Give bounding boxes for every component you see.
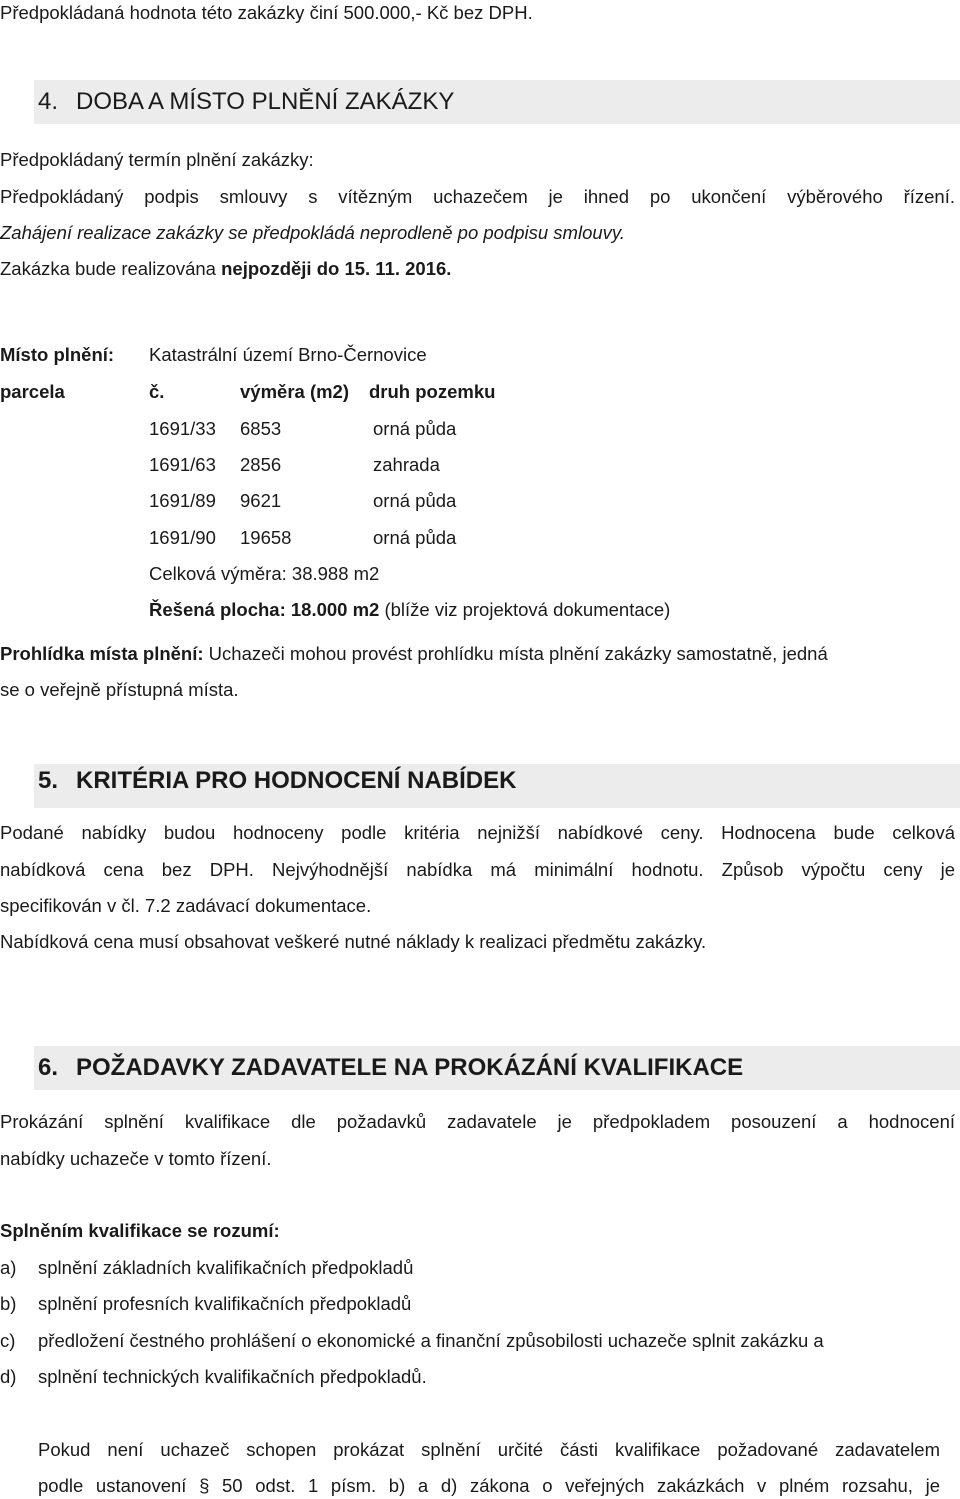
table-row-area: 9621	[240, 490, 282, 511]
section6-number: 6.	[38, 1054, 59, 1081]
deadline-text	[0, 258, 451, 280]
inspection-line-2: se o veřejně přístupná místa.	[0, 679, 239, 700]
table-row-type: orná půda	[373, 418, 457, 439]
place-label: Místo plnění:	[0, 344, 115, 365]
section5-line: Nabídková cena musí obsahovat veškeré nutné náklady k realizaci předmětu zakázky.	[0, 931, 707, 952]
list-item: předložení čestného prohlášení o ekonomické a finanční způsobilosti uchazeče splnit zakázku a	[38, 1330, 824, 1351]
section5-line: specifikován v čl. 7.2 zadávací dokumentace.	[0, 895, 372, 916]
start-text: Zahájení realizace zakázky se předpokládá neprodleně po podpisu smlouvy.	[0, 222, 625, 243]
table-row-area: 19658	[240, 527, 292, 548]
list-item: splnění profesních kvalifikačních předpokladů	[38, 1293, 412, 1314]
closing-line-2: podle ustanovení § 50 odst. 1 písm. b) a d) zákona o veřejných zakázkách v plném rozsahu, je	[38, 1475, 940, 1496]
table-row-parcel: 1691/89	[149, 490, 216, 511]
section5-heading	[38, 767, 516, 795]
inspection-line-1	[0, 643, 828, 665]
list-item-marker: a)	[0, 1257, 17, 1278]
table-row-type: orná půda	[373, 490, 457, 511]
section4-heading	[38, 88, 454, 116]
place-value: Katastrální území Brno-Černovice	[149, 344, 427, 365]
table-row-parcel: 1691/63	[149, 454, 216, 475]
section5-title: KRITÉRIA PRO HODNOCENÍ NABÍDEK	[76, 767, 517, 794]
table-row-parcel: 1691/90	[149, 527, 216, 548]
qualification-label: Splněním kvalifikace se rozumí:	[0, 1220, 280, 1241]
section6-title: POŽADAVKY ZADAVATELE NA PROKÁZÁNÍ KVALIFIKACE	[76, 1054, 744, 1081]
table-header-number: č.	[149, 381, 165, 402]
inspection-label: Prohlídka místa plnění:	[0, 643, 204, 664]
list-item-marker: d)	[0, 1366, 17, 1387]
list-item-marker: b)	[0, 1293, 17, 1314]
section6-line: Prokázání splnění kvalifikace dle požadavků zadavatele je předpokladem posouzení a hodnocení	[0, 1111, 955, 1132]
solved-area-value: Řešená plocha: 18.000 m2	[149, 599, 380, 620]
total-area: Celková výměra: 38.988 m2	[149, 563, 380, 584]
solved-area-note: (blíže viz projektová dokumentace)	[379, 599, 671, 620]
inspection-text: Uchazeči mohou provést prohlídku místa plnění zakázky samostatně, jedná	[203, 643, 828, 664]
section4-number: 4.	[38, 88, 59, 115]
section5-line: Podané nabídky budou hodnoceny podle kritéria nejnižší nabídkové ceny. Hodnocena bude celková	[0, 822, 955, 843]
section6-line: nabídky uchazeče v tomto řízení.	[0, 1148, 272, 1169]
table-header-parcel: parcela	[0, 381, 65, 402]
intro-text: Předpokládaná hodnota této zakázky činí 500.000,- Kč bez DPH.	[0, 2, 533, 23]
list-item: splnění základních kvalifikačních předpokladů	[38, 1257, 414, 1278]
table-header-type: druh pozemku	[369, 381, 496, 402]
closing-line-1: Pokud není uchazeč schopen prokázat splnění určité části kvalifikace požadované zadavatelem	[38, 1439, 940, 1460]
section5-number: 5.	[38, 767, 59, 794]
list-item: splnění technických kvalifikačních předpokladů.	[38, 1366, 427, 1387]
section5-line: nabídková cena bez DPH. Nejvýhodnější nabídka má minimální hodnotu. Způsob výpočtu ceny je	[0, 859, 955, 880]
table-row-parcel: 1691/33	[149, 418, 216, 439]
list-item-marker: c)	[0, 1330, 16, 1351]
table-row-area: 6853	[240, 418, 282, 439]
table-row-type: orná půda	[373, 527, 457, 548]
table-header-area: výměra (m2)	[240, 381, 350, 402]
section6-heading	[38, 1054, 743, 1082]
solved-area	[149, 599, 670, 621]
term-label: Předpokládaný termín plnění zakázky:	[0, 149, 314, 170]
deadline-date: nejpozději do 15. 11. 2016.	[221, 258, 452, 279]
sign-text: Předpokládaný podpis smlouvy s vítězným uchazečem je ihned po ukončení výběrového řízení.	[0, 186, 955, 207]
table-row-type: zahrada	[373, 454, 440, 475]
table-row-area: 2856	[240, 454, 282, 475]
section4-title: DOBA A MÍSTO PLNĚNÍ ZAKÁZKY	[76, 88, 455, 115]
deadline-prefix: Zakázka bude realizována	[0, 258, 222, 279]
